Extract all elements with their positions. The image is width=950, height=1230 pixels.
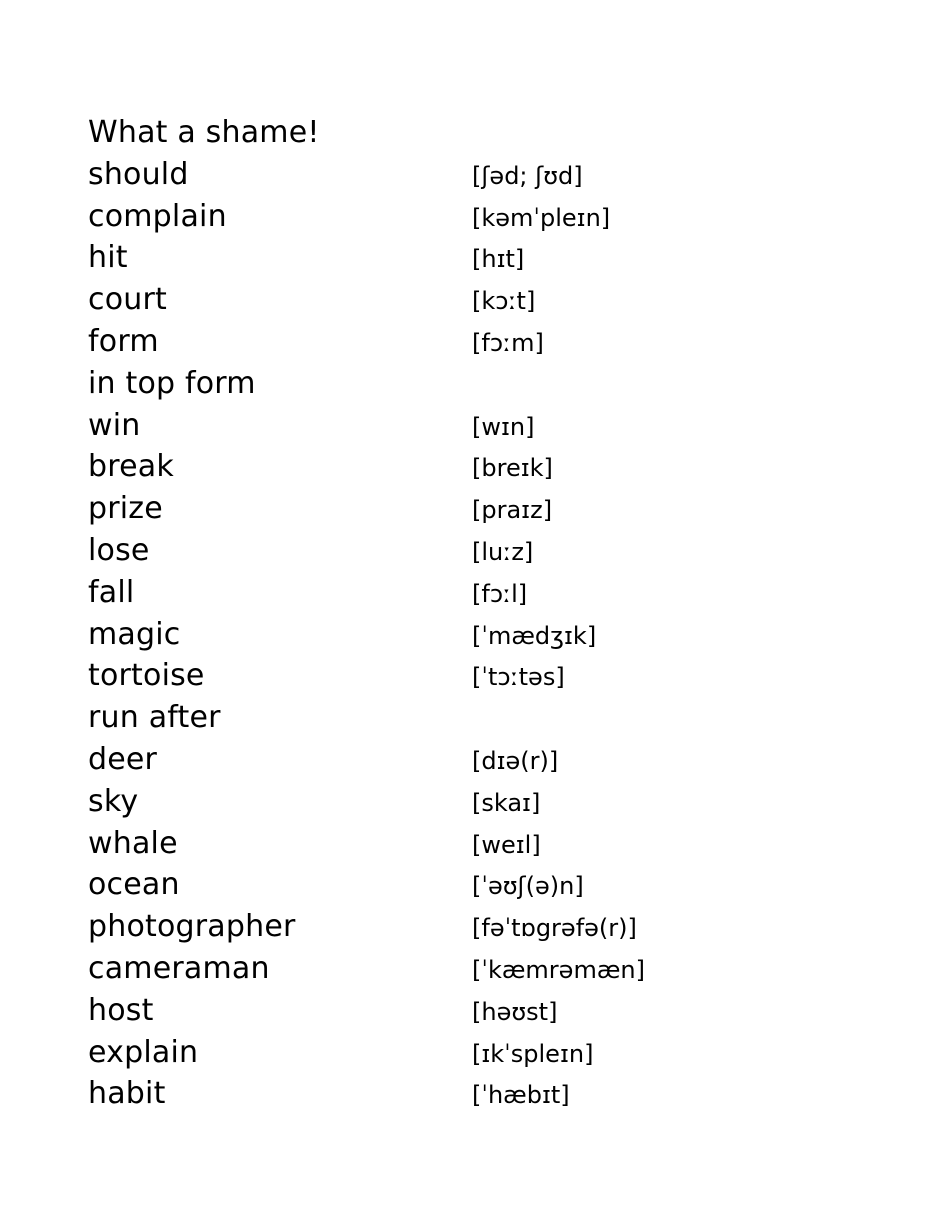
vocab-word: prize xyxy=(88,491,163,527)
vocab-row xyxy=(88,154,888,196)
vocab-word: court xyxy=(88,282,167,318)
vocab-row xyxy=(88,990,888,1032)
vocab-row xyxy=(88,655,888,697)
vocab-row xyxy=(88,488,888,530)
vocab-word: win xyxy=(88,407,141,443)
vocab-word: magic xyxy=(88,616,181,652)
vocab-word: What a shame! xyxy=(88,115,320,150)
vocab-phonetic: [breɪk] xyxy=(472,454,553,483)
vocab-word: should xyxy=(88,156,189,192)
vocab-word: break xyxy=(88,449,174,485)
vocab-word: sky xyxy=(88,783,139,819)
vocab-row xyxy=(88,196,888,238)
vocab-word: photographer xyxy=(88,909,296,945)
vocab-phonetic: [ˈmædʒɪk] xyxy=(472,621,597,650)
vocab-row xyxy=(88,530,888,572)
vocab-word: tortoise xyxy=(88,658,205,694)
vocab-phonetic: [wɪn] xyxy=(472,412,535,441)
vocab-word: habit xyxy=(88,1076,166,1112)
vocab-row xyxy=(88,823,888,865)
vocab-row xyxy=(88,572,888,614)
vocab-word: explain xyxy=(88,1034,199,1070)
vocab-row xyxy=(88,906,888,948)
vocab-row xyxy=(88,363,888,405)
vocab-phonetic: [kɔːt] xyxy=(472,287,536,316)
vocab-word: complain xyxy=(88,198,227,234)
vocab-row xyxy=(88,614,888,656)
vocab-phonetic: [ɪkˈspleɪn] xyxy=(472,1039,594,1068)
vocab-row xyxy=(88,864,888,906)
vocab-row xyxy=(88,1073,888,1115)
vocab-word: run after xyxy=(88,700,221,736)
vocab-row xyxy=(88,279,888,321)
vocab-word: fall xyxy=(88,574,135,610)
vocab-row xyxy=(88,405,888,447)
vocab-phonetic: [dɪə(r)] xyxy=(472,746,559,775)
vocab-phonetic: [ˈkæmrəmæn] xyxy=(472,955,645,984)
vocab-word: cameraman xyxy=(88,950,270,986)
vocab-row xyxy=(88,697,888,739)
vocab-row xyxy=(88,781,888,823)
vocab-phonetic: [fɔːl] xyxy=(472,579,528,608)
vocab-word: ocean xyxy=(88,867,180,903)
vocab-word: hit xyxy=(88,240,128,276)
vocabulary-list xyxy=(88,112,888,1115)
vocab-word: host xyxy=(88,992,154,1028)
vocab-phonetic: [weɪl] xyxy=(472,830,541,859)
vocab-row xyxy=(88,321,888,363)
vocab-word: in top form xyxy=(88,365,256,401)
vocab-row xyxy=(88,1032,888,1074)
vocab-row xyxy=(88,739,888,781)
vocab-phonetic: [fəˈtɒgrəfə(r)] xyxy=(472,914,637,943)
vocab-word: whale xyxy=(88,825,178,861)
vocab-phonetic: [praɪz] xyxy=(472,496,553,525)
vocab-phonetic: [ˈtɔːtəs] xyxy=(472,663,565,692)
vocab-phonetic: [ˈhæbɪt] xyxy=(472,1081,570,1110)
vocab-phonetic: [skaɪ] xyxy=(472,788,541,817)
vocab-phonetic: [həʊst] xyxy=(472,997,558,1026)
vocab-row xyxy=(88,112,888,154)
vocab-word: form xyxy=(88,323,159,359)
vocab-row xyxy=(88,948,888,990)
vocab-phonetic: [fɔːm] xyxy=(472,328,544,357)
vocab-phonetic: [luːz] xyxy=(472,537,534,566)
vocab-row xyxy=(88,237,888,279)
vocab-phonetic: [ˈəʊʃ(ə)n] xyxy=(472,872,584,901)
vocab-row xyxy=(88,446,888,488)
vocab-word: lose xyxy=(88,532,150,568)
vocab-phonetic: [ʃəd; ʃʊd] xyxy=(472,161,583,190)
vocab-phonetic: [kəmˈpleɪn] xyxy=(472,203,611,232)
vocab-phonetic: [hɪt] xyxy=(472,245,525,274)
vocab-word: deer xyxy=(88,741,158,777)
